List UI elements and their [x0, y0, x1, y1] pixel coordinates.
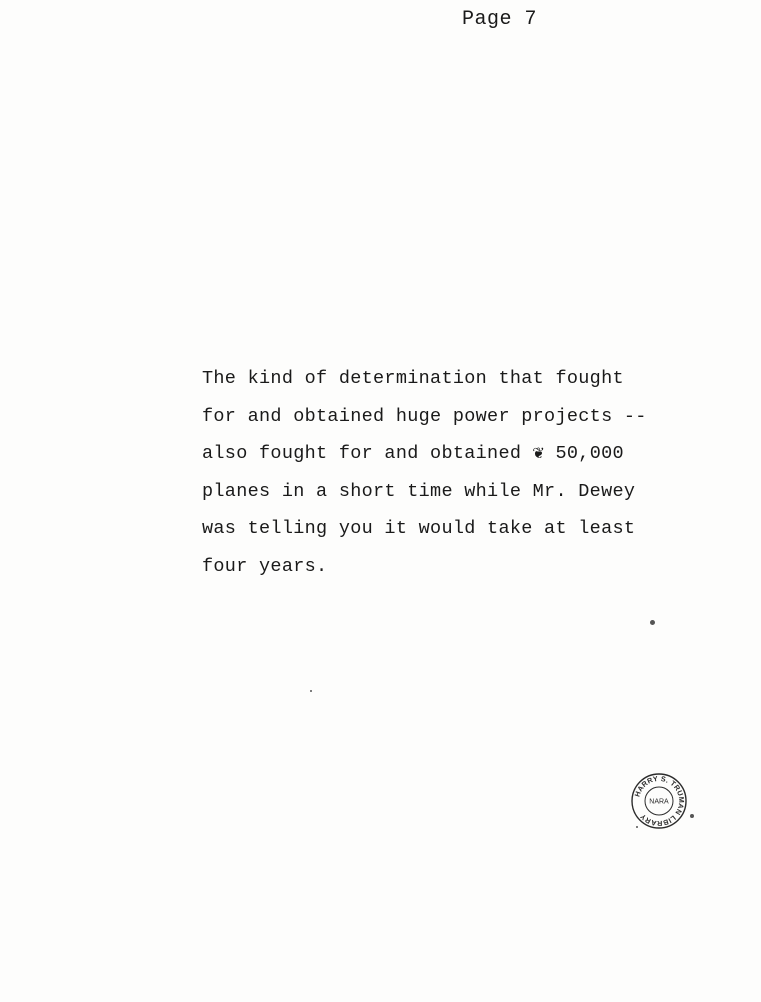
paragraph-line: was telling you it would take at least [202, 518, 636, 539]
paragraph-line: four years. [202, 555, 328, 577]
svg-text:HARRY S. TRUMAN LIBRARY: HARRY S. TRUMAN LIBRARY [632, 773, 687, 829]
scan-speck [690, 814, 694, 818]
paragraph-line: also fought for and obtained ❦ 50,000 [202, 443, 624, 464]
paragraph-line: The kind of determination that fought [202, 368, 624, 389]
svg-text:NARA: NARA [649, 798, 669, 806]
scan-speck [310, 690, 312, 692]
library-stamp-icon [630, 772, 688, 830]
page-number: Page 7 [462, 8, 538, 31]
paragraph-line: for and obtained huge power projects -- [202, 405, 647, 427]
scan-speck [650, 620, 655, 625]
paragraph-line: planes in a short time while Mr. Dewey [202, 480, 636, 502]
body-paragraph [202, 360, 647, 585]
